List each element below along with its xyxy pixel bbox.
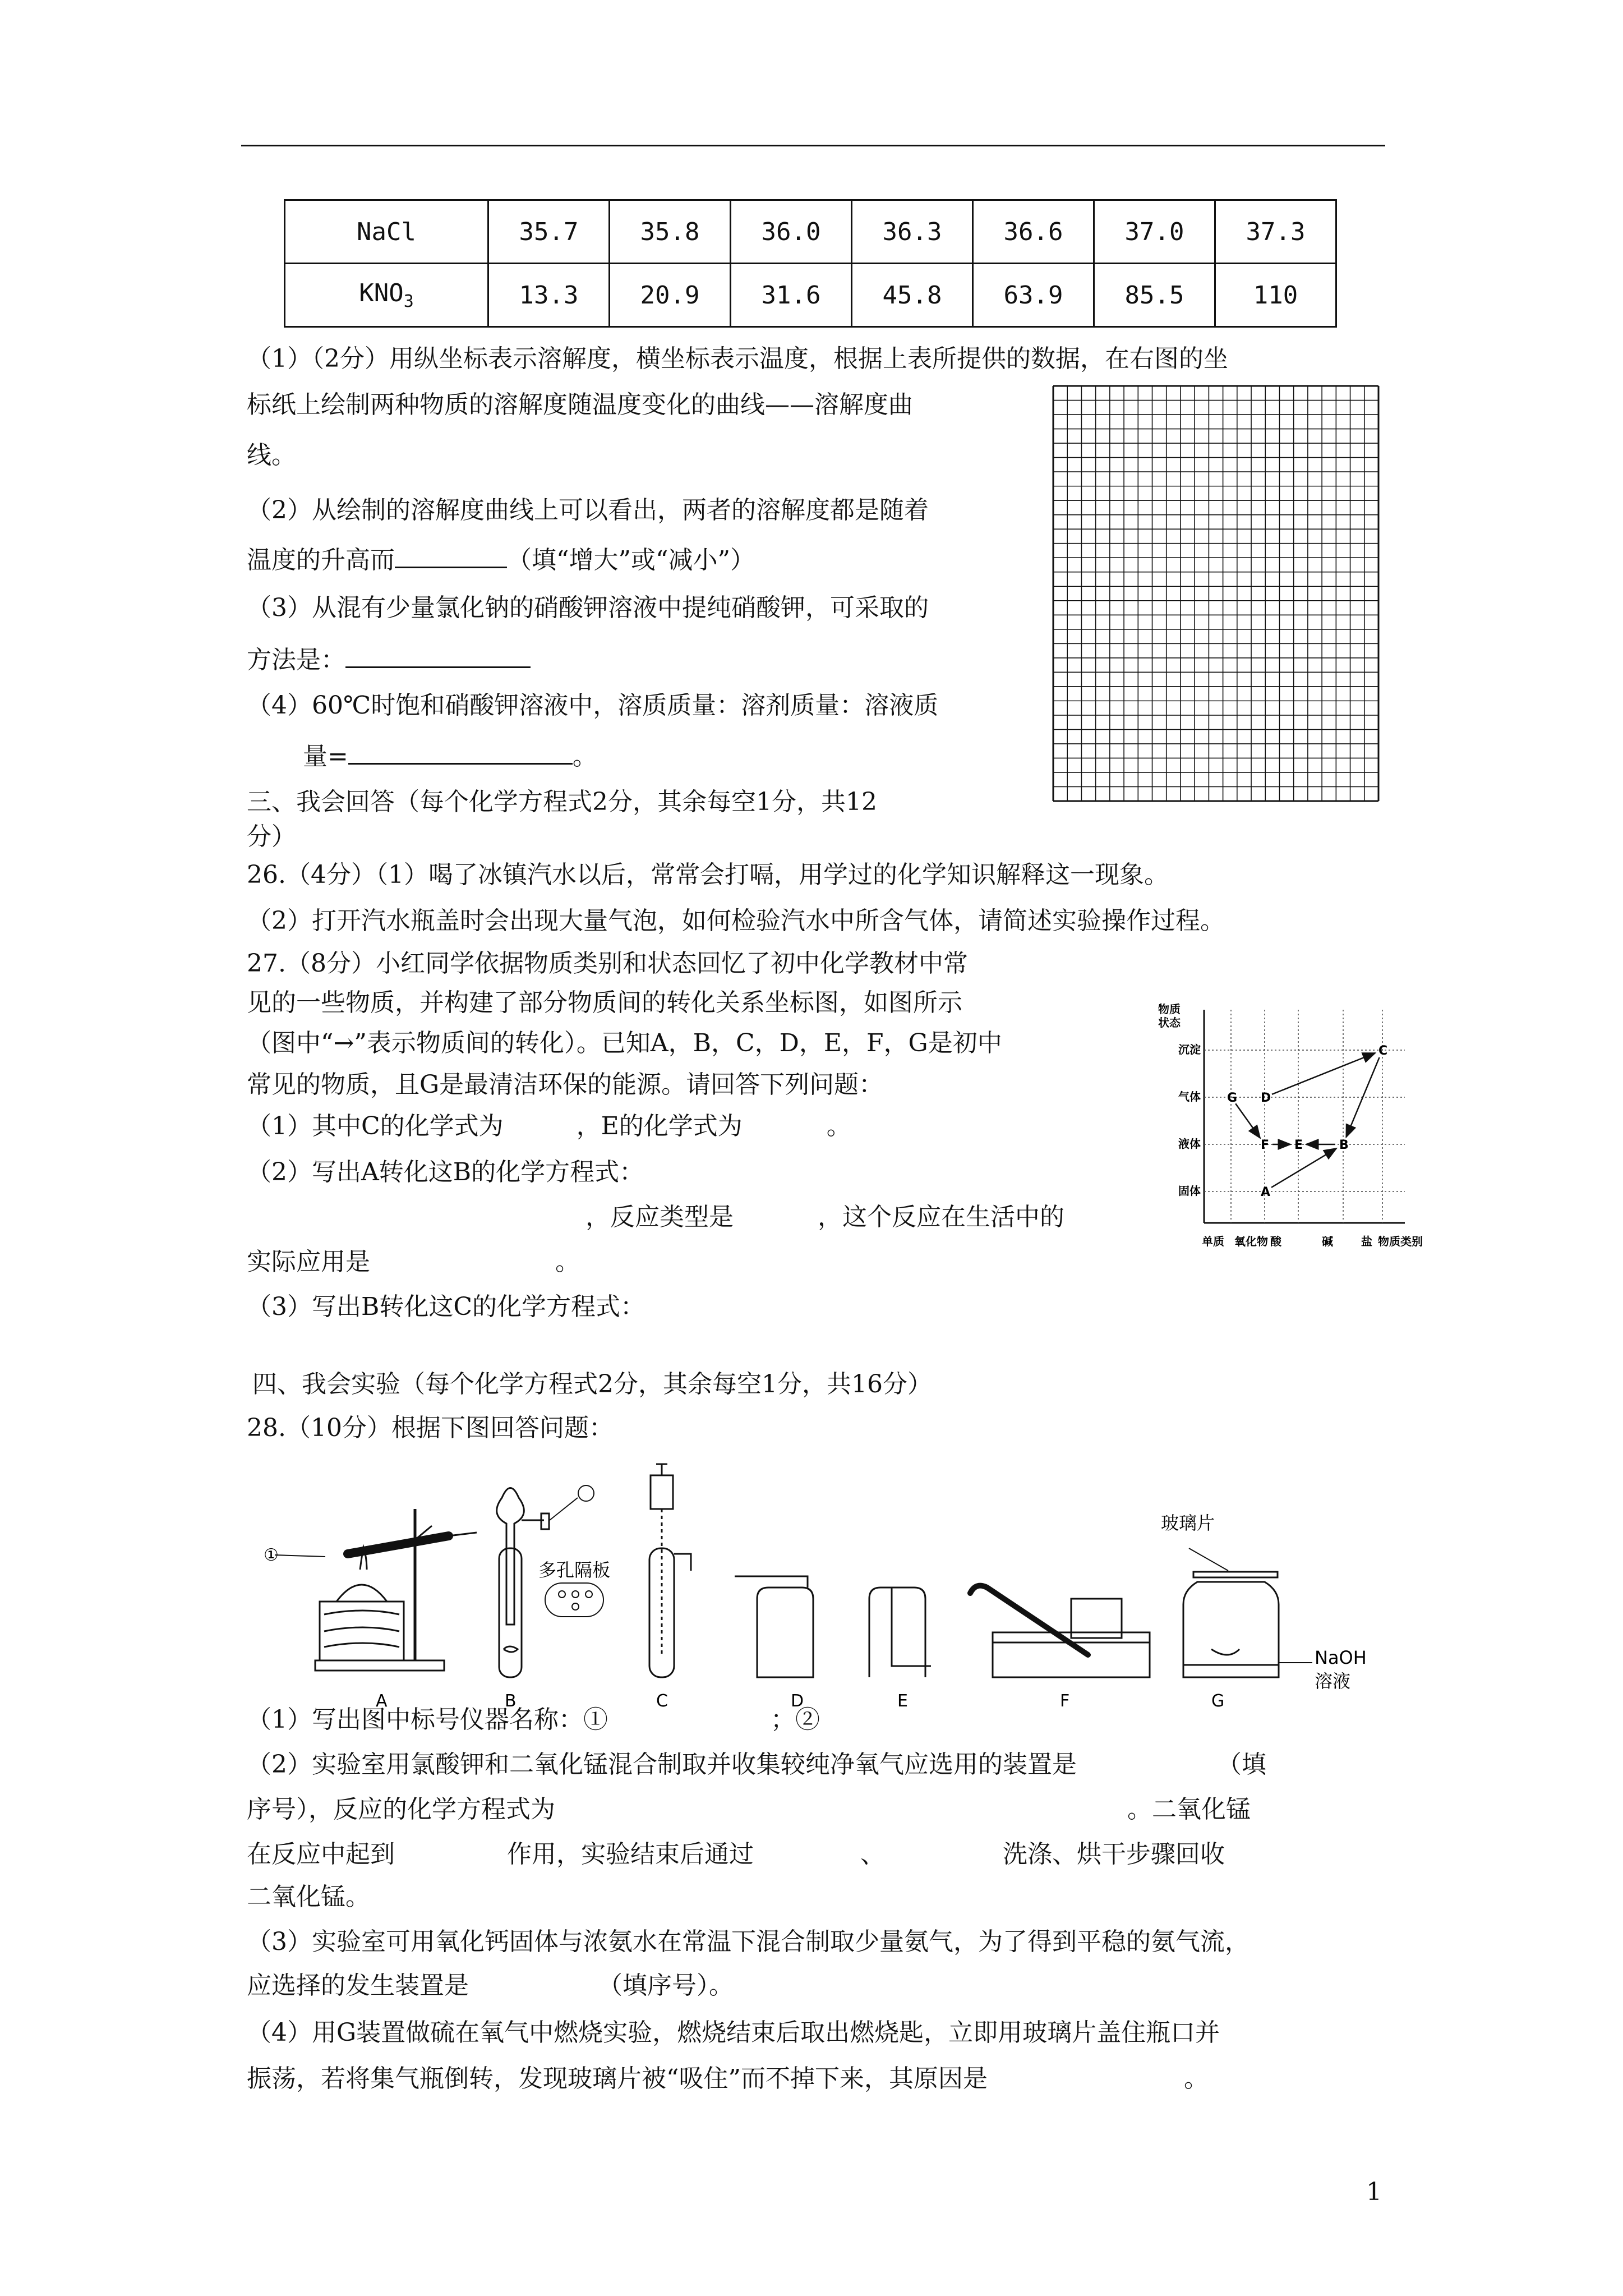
trough	[993, 1632, 1150, 1677]
q25-part4-line1: （4）60℃时饱和硝酸钾溶液中，溶质质量：溶剂质量：溶液质	[247, 691, 939, 720]
glass-plate-label: 玻璃片	[1161, 1512, 1215, 1534]
text: 洗涤、烘干步骤回收	[1003, 1840, 1225, 1869]
answer-blank[interactable]	[395, 542, 507, 568]
q26-line1: 26.（4分）（1）喝了冰镇汽水以后，常常会打嗝，用学过的化学知识解释这一现象。	[247, 861, 1169, 889]
x-label-salt: 盐	[1361, 1235, 1372, 1248]
text: （1）写出图中标号仪器名称：①	[247, 1705, 608, 1734]
table-cell: 20.9	[610, 264, 731, 327]
section-3-heading-line2: 分）	[247, 822, 296, 851]
q28-part3-line1: （3）实验室可用氧化钙固体与浓氨水在常温下混合制取少量氨气，为了得到平稳的氨气流，	[247, 1927, 1249, 1956]
label-f: F	[1060, 1691, 1070, 1711]
label-a: A	[376, 1691, 388, 1711]
table-cell	[285, 264, 488, 327]
wood-grain	[324, 1611, 399, 1647]
naoh-label: NaOH	[1315, 1647, 1367, 1668]
text: ；②	[771, 1705, 820, 1734]
answer-blank[interactable]	[345, 642, 531, 668]
text: （填	[1217, 1750, 1266, 1779]
point-F: F	[1261, 1138, 1270, 1152]
x-label-element: 单质	[1202, 1235, 1224, 1248]
stopcock	[541, 1513, 549, 1529]
point-E: E	[1294, 1138, 1303, 1152]
label-e: E	[897, 1691, 908, 1711]
q27-line8	[247, 1245, 580, 1279]
text: 。	[1184, 2064, 1209, 2093]
tube-d	[735, 1576, 808, 1588]
table-cell: 45.8	[852, 264, 973, 327]
text: 、	[860, 1840, 885, 1869]
section-4-heading: 四、我会实验（每个化学方程式2分，其余每空1分，共16分）	[252, 1370, 932, 1398]
conversion-arrow-A-B	[1271, 1148, 1336, 1188]
conversion-arrow-D-C	[1272, 1053, 1375, 1094]
bottle-d	[757, 1588, 813, 1677]
table-cell: 37.3	[1215, 200, 1336, 264]
header-rule	[241, 145, 1385, 146]
y-axis-title-part2: 状态	[1158, 1016, 1181, 1029]
glass-plate	[1193, 1572, 1278, 1577]
q28-title: 28.（10分）根据下图回答问题：	[247, 1414, 614, 1442]
table-cell: 35.8	[610, 200, 731, 264]
mark-circle-2	[578, 1485, 594, 1501]
text: 序号），反应的化学方程式为	[247, 1795, 555, 1824]
text: 。	[555, 1248, 580, 1276]
label-d: D	[791, 1691, 804, 1711]
q28-part1	[247, 1703, 820, 1737]
table-cell: 31.6	[731, 264, 852, 327]
table-cell: 36.0	[731, 200, 852, 264]
table-cell: 110	[1215, 264, 1336, 327]
text: （1）其中C的化学式为	[247, 1112, 504, 1140]
conversion-arrow-G-F	[1235, 1103, 1260, 1138]
text: 振荡，若将集气瓶倒转，发现玻璃片被“吸住”而不掉下来，其原因是	[247, 2064, 988, 2093]
q27-line6: （2）写出A转化这B的化学方程式：	[247, 1158, 644, 1186]
solubility-table	[284, 199, 1337, 328]
q27-line1: 27.（8分）小红同学依据物质类别和状态回忆了初中化学教材中常	[247, 949, 968, 978]
q25-part2-line1: （2）从绘制的溶解度曲线上可以看出，两者的溶解度都是随着	[247, 496, 929, 524]
text: ，反应类型是	[585, 1203, 734, 1231]
subscript: 3	[403, 291, 414, 311]
y-label-liquid: 液体	[1178, 1137, 1201, 1151]
q27-line2: 见的一些物质，并构建了部分物质间的转化关系坐标图，如图所示	[247, 988, 962, 1017]
q27-line7	[585, 1200, 1064, 1234]
text: 在反应中起到	[247, 1840, 395, 1869]
q25-part1-line3: 线。	[247, 441, 296, 470]
label-g: G	[1211, 1691, 1225, 1711]
point-G: G	[1227, 1091, 1238, 1105]
apparatus-f	[970, 1586, 1150, 1677]
q27-line4: 常见的物质，且G是最清洁环保的能源。请回答下列问题：	[247, 1070, 884, 1099]
hole	[572, 1603, 579, 1610]
table-cell: 85.5	[1094, 264, 1215, 327]
mark-1: ①	[264, 1545, 279, 1565]
table-row	[285, 200, 1336, 264]
y-axis-title	[1158, 1002, 1184, 1029]
q25-part2-line2	[247, 542, 755, 577]
x-label-acid: 酸	[1270, 1235, 1281, 1248]
q27-line3: （图中“→”表示物质间的转化）。已知A，B，C，D，E，F，G是初中	[247, 1029, 1002, 1057]
apparatus-d	[735, 1576, 813, 1677]
leader-line-2	[550, 1498, 578, 1520]
page-number: 1	[1366, 2178, 1382, 2206]
table-cell: 36.6	[973, 200, 1094, 264]
text: 。二氧化锰	[1127, 1795, 1251, 1824]
apparatus-a	[275, 1509, 477, 1671]
text: （填“增大”或“减小”）	[507, 546, 755, 574]
table-cell: 63.9	[973, 264, 1094, 327]
q28-part2-line1	[247, 1748, 1266, 1782]
substance-conversion-chart	[1158, 987, 1450, 1268]
x-label-base: 碱	[1322, 1235, 1333, 1248]
q25-part3-line1: （3）从混有少量氯化钠的硝酸钾溶液中提纯硝酸钾，可采取的	[247, 593, 929, 622]
test-tube	[348, 1536, 449, 1554]
q25-part1-line2: 标纸上绘制两种物质的溶解度随温度变化的曲线——溶解度曲	[247, 390, 913, 419]
delivery-tube	[449, 1533, 477, 1536]
text: ，E的化学式为	[576, 1112, 743, 1140]
table-cell: 36.3	[852, 200, 973, 264]
text: 作用，实验结束后通过	[507, 1840, 754, 1869]
perforated-plate-label: 多孔隔板	[538, 1559, 611, 1581]
table-cell: 13.3	[488, 264, 610, 327]
chart-marks	[1227, 1044, 1387, 1199]
label-b: B	[505, 1691, 517, 1711]
table-cell: 37.0	[1094, 200, 1215, 264]
lamp-body	[336, 1585, 387, 1602]
apparatus-b	[497, 1485, 603, 1677]
text: ，这个反应在生活中的	[818, 1203, 1064, 1231]
bottle-e	[869, 1588, 925, 1677]
q28-part4-line2	[247, 2062, 1209, 2096]
stand-base	[315, 1660, 444, 1671]
q28-part4-line1: （4）用G装置做硫在氧气中燃烧实验，燃烧结束后取出燃烧匙，立即用玻璃片盖住瓶口并	[247, 2018, 1220, 2047]
lab-apparatus-figure	[264, 1464, 1367, 1711]
x-label-oxide: 氧化物	[1234, 1235, 1268, 1248]
text: 应选择的发生装置是	[247, 1971, 469, 2000]
hole	[559, 1591, 565, 1598]
q28-part2-line4: 二氧化锰。	[247, 1883, 370, 1911]
apparatus-g	[1183, 1548, 1312, 1677]
syringe-barrel	[651, 1475, 673, 1509]
table-row	[285, 264, 1336, 327]
text: 方法是：	[247, 646, 345, 674]
text: 量=	[303, 742, 348, 771]
hole	[572, 1591, 579, 1598]
text: 。	[826, 1112, 851, 1140]
chart-gridlines	[1204, 1010, 1405, 1223]
q25-part4-line2	[303, 738, 597, 774]
x-axis-title: 物质类别	[1378, 1235, 1423, 1248]
table-cell: NaCl	[285, 200, 488, 264]
y-label-gas: 气体	[1178, 1090, 1201, 1103]
bottle-g	[1183, 1582, 1279, 1677]
point-D: D	[1261, 1091, 1271, 1105]
glass-leader	[1189, 1548, 1228, 1571]
answer-blank[interactable]	[348, 738, 573, 765]
q28-part2-line2	[247, 1793, 1251, 1826]
solid-granules	[504, 1646, 518, 1652]
q25-part3-line2	[247, 642, 531, 677]
apparatus-c	[649, 1464, 691, 1677]
hole	[585, 1591, 592, 1598]
text: 温度的升高而	[247, 546, 395, 574]
funnel	[497, 1488, 524, 1625]
graph-paper-grid[interactable]	[1053, 386, 1378, 801]
q27-line5	[247, 1110, 851, 1143]
text: 实际应用是	[247, 1248, 370, 1276]
point-A: A	[1261, 1185, 1271, 1199]
tube-b	[499, 1548, 522, 1677]
q25-part1-line1: （1）（2分）用纵坐标表示溶解度，横坐标表示温度，根据上表所提供的数据，在右图的坐	[247, 344, 1228, 373]
text: （2）实验室用氯酸钾和二氧化锰混合制取并收集较纯净氧气应选用的装置是	[247, 1750, 1077, 1779]
combustion-spoon	[1211, 1649, 1239, 1655]
leader-line-1	[275, 1555, 325, 1557]
perforated-plate-inset	[545, 1583, 603, 1617]
table-cell-text: KNO	[359, 279, 404, 308]
q26-line2: （2）打开汽水瓶盖时会出现大量气泡，如何检验汽水中所含气体，请简述实验操作过程。	[247, 907, 1225, 935]
y-label-solid: 固体	[1178, 1184, 1201, 1198]
text: （填序号）。	[598, 1971, 734, 2000]
q27-line9: （3）写出B转化这C的化学方程式：	[247, 1292, 645, 1321]
table-cell: 35.7	[488, 200, 610, 264]
tube-c-outlet	[674, 1554, 691, 1571]
apparatus-e	[869, 1588, 931, 1677]
point-C: C	[1378, 1044, 1388, 1058]
label-c: C	[656, 1691, 668, 1711]
y-label-precipitate: 沉淀	[1178, 1043, 1201, 1056]
q28-part2-line3	[247, 1838, 1225, 1871]
section-3-heading-line1: 三、我会回答（每个化学方程式2分，其余每空1分，共12	[247, 788, 877, 816]
text: 。	[572, 742, 597, 771]
point-B: B	[1339, 1138, 1349, 1152]
q28-part3-line2	[247, 1969, 734, 2003]
y-axis-title-part1: 物质	[1158, 1002, 1181, 1016]
solution-label: 溶液	[1315, 1671, 1351, 1692]
